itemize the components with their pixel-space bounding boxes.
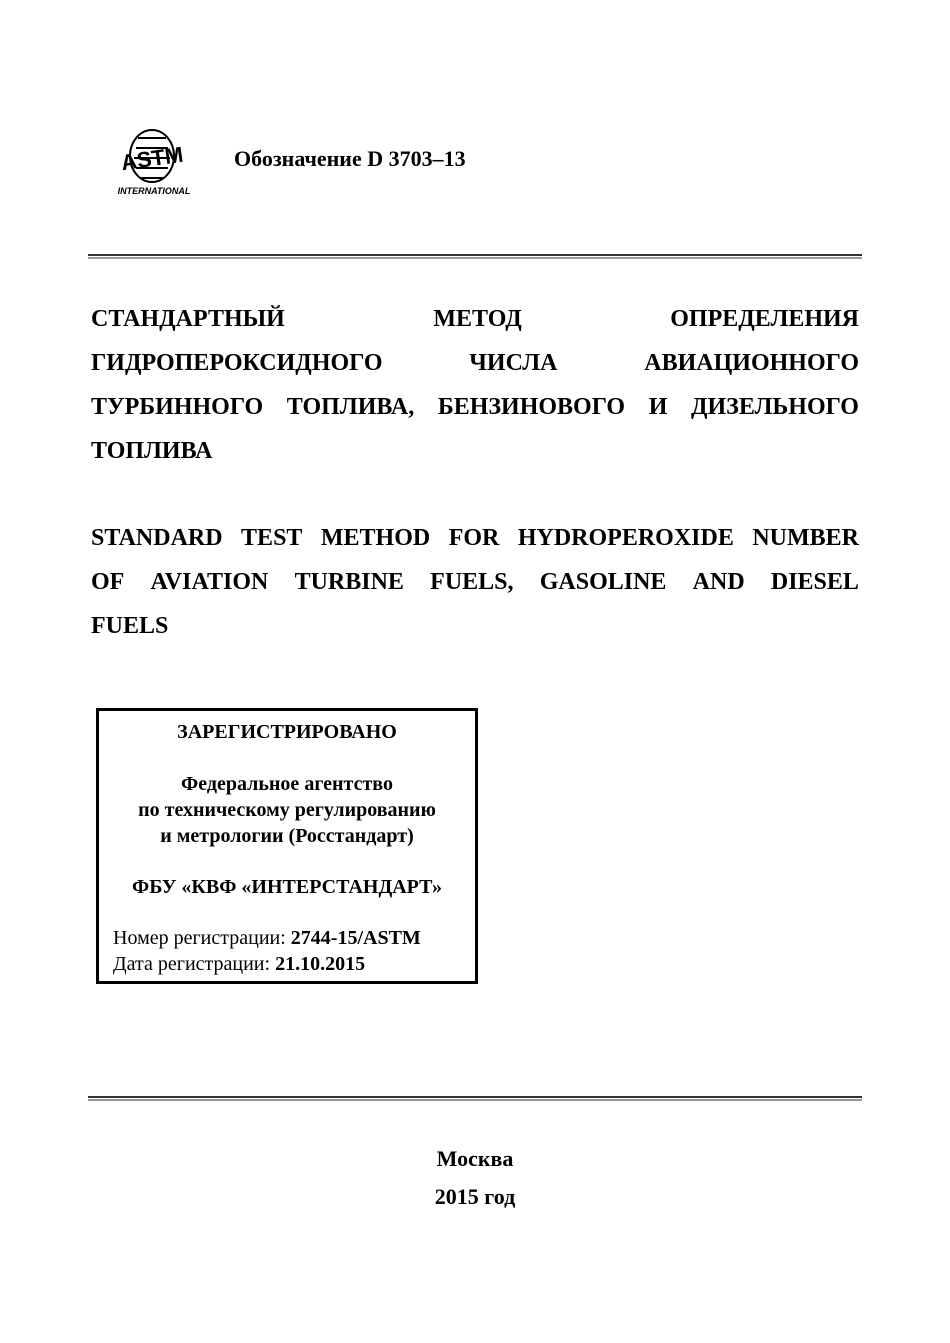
title-word: ТОПЛИВА, (286, 394, 415, 420)
title-word: OF (91, 569, 125, 595)
title-word: FUELS, (430, 569, 514, 595)
title-word: ЧИСЛА (469, 350, 558, 376)
title-word: AVIATION (150, 569, 269, 595)
registration-heading: ЗАРЕГИСТРИРОВАНО (177, 721, 397, 743)
title-word: FOR (448, 525, 500, 551)
title-word: GASOLINE (539, 569, 667, 595)
standard-designation: Обозначение D 3703–13 (234, 146, 466, 171)
astm-logo-icon (112, 128, 196, 198)
registration-number-value: 2744-15/ASTM (290, 927, 421, 949)
title-english (91, 516, 859, 648)
registration-date-row (113, 951, 421, 977)
astm-international-logo (112, 128, 196, 198)
registration-number-row (113, 925, 421, 951)
title-word: DIESEL (770, 569, 859, 595)
registration-fbu: ФБУ «КВФ «ИНТЕРСТАНДАРТ» (132, 876, 442, 898)
registration-date-label: Дата регистрации: (113, 953, 271, 975)
title-en-line-3 (91, 604, 859, 648)
agency-line: Федеральное агентство (181, 773, 393, 795)
title-word: FUELS (91, 613, 169, 639)
registration-date-value: 21.10.2015 (275, 953, 366, 975)
title-word: NUMBER (752, 525, 859, 551)
title-word: МЕТОД (433, 306, 522, 332)
title-ru-line-1 (91, 297, 859, 341)
title-russian (91, 297, 859, 473)
title-word: ДИЗЕЛЬНОГО (690, 394, 859, 420)
title-word: HYDROPEROXIDE (517, 525, 734, 551)
logo-subtitle: INTERNATIONAL (117, 186, 191, 196)
title-word: АВИАЦИОННОГО (644, 350, 859, 376)
publication-year: 2015 год (434, 1184, 516, 1209)
title-word: METHOD (320, 525, 431, 551)
agency-line: и метрологии (Росстандарт) (160, 825, 414, 847)
title-word: TEST (241, 525, 303, 551)
title-en-line-1 (91, 516, 859, 560)
title-word: И (648, 394, 668, 420)
title-word: БЕНЗИНОВОГО (437, 394, 626, 420)
publication-city: Москва (436, 1146, 514, 1171)
title-en-line-2 (91, 560, 859, 604)
title-word: STANDARD (91, 525, 223, 551)
title-word: СТАНДАРТНЫЙ (91, 306, 285, 332)
title-ru-line-4 (91, 429, 859, 473)
title-word: AND (692, 569, 745, 595)
title-ru-line-2 (91, 341, 859, 385)
title-ru-line-3 (91, 385, 859, 429)
title-word: ТУРБИННОГО (91, 394, 264, 420)
bottom-divider (88, 1096, 862, 1101)
registration-stamp-box (96, 708, 478, 984)
top-divider (88, 254, 862, 259)
agency-line: по техническому регулированию (138, 799, 436, 821)
title-word: ТОПЛИВА (91, 438, 213, 464)
title-word: ГИДРОПЕРОКСИДНОГО (91, 350, 383, 376)
registration-number-label: Номер регистрации: (113, 927, 286, 949)
title-word: ОПРЕДЕЛЕНИЯ (670, 306, 859, 332)
registration-agency (99, 771, 475, 849)
registration-details (113, 925, 421, 977)
logo-wordmark: ASTM (119, 141, 185, 176)
title-word: TURBINE (294, 569, 404, 595)
